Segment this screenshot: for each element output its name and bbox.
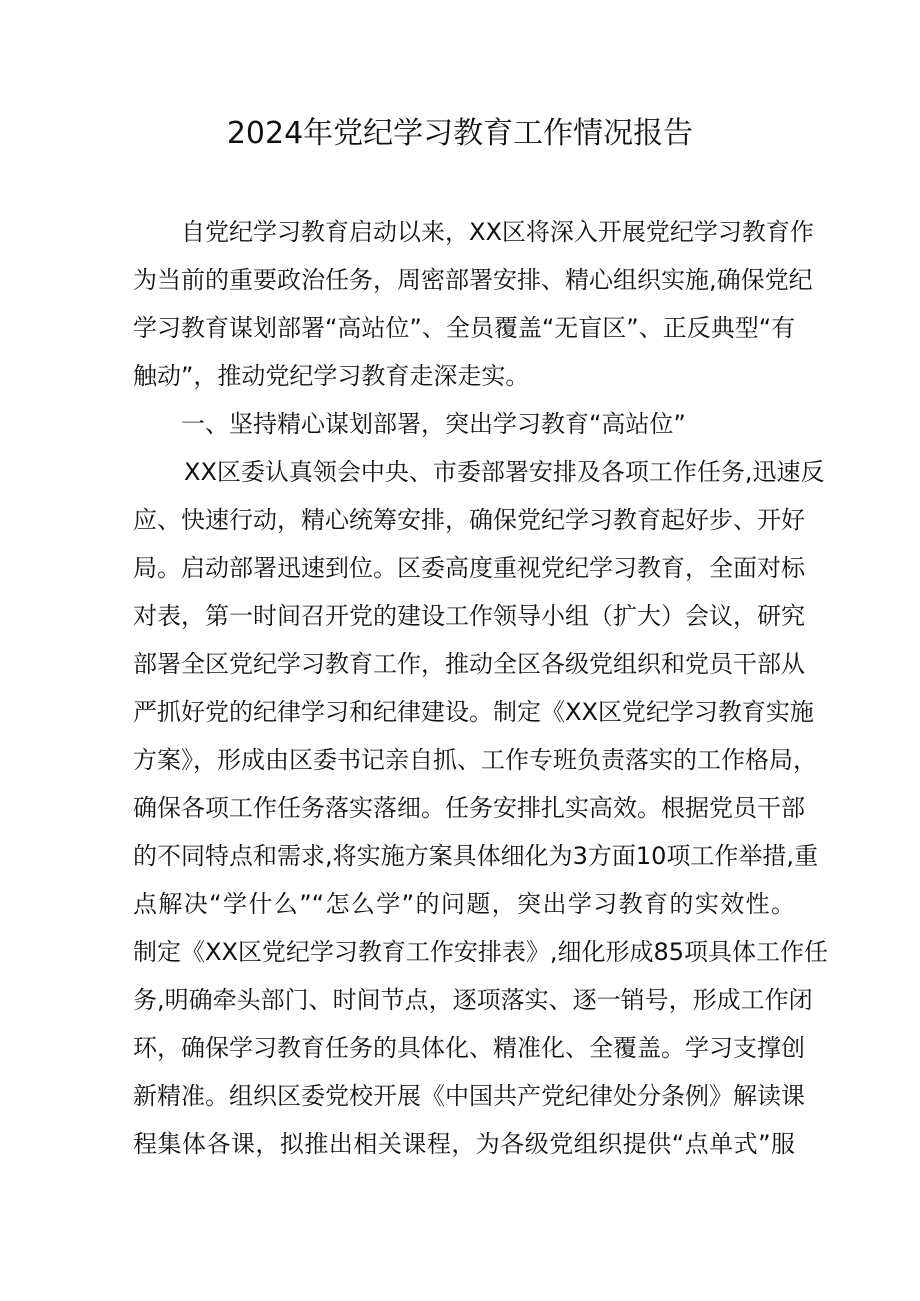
paragraph-line: 方案》，形成由区委书记亲自抓、工作专班负责落实的工作格局，: [133, 746, 817, 774]
section-heading: 一、坚持精心谋划部署，突出学习教育“高站位”: [181, 410, 686, 438]
paragraph-line: 务,明确牵头部门、时间节点，逐项落实、逐一销号，形成工作闭: [133, 986, 813, 1014]
paragraph-line: 制定《XX区党纪学习教育工作安排表》,细化形成85项具体工作任: [133, 938, 829, 966]
paragraph-line: XX区委认真领会中央、市委部署安排及各项工作任务,迅速反: [184, 458, 825, 486]
paragraph-line: 新精准。组织区委党校开展《中国共产党纪律处分条例》解读课: [133, 1082, 805, 1110]
paragraph-line: 触动”，推动党纪学习教育走深走实。: [133, 362, 530, 390]
paragraph-line: 严抓好党的纪律学习和纪律建设。制定《XX区党纪学习教育实施: [133, 698, 814, 726]
document-title: 2024年党纪学习教育工作情况报告: [226, 116, 694, 151]
paragraph-line: 学习教育谋划部署“高站位”、全员覆盖“无盲区”、正反典型“有: [133, 314, 796, 342]
paragraph-line: 应、快速行动，精心统筹安排，确保党纪学习教育起好步、开好: [133, 506, 805, 534]
paragraph-line: 环，确保学习教育任务的具体化、精准化、全覆盖。学习支撑创: [133, 1034, 805, 1062]
paragraph-line: 点解决“学什么”“怎么学”的问题，突出学习教育的实效性。: [133, 890, 795, 918]
paragraph-line: 部署全区党纪学习教育工作，推动全区各级党组织和党员干部从: [133, 650, 805, 678]
paragraph-line: 为当前的重要政治任务，周密部署安排、精心组织实施,确保党纪: [133, 266, 813, 294]
paragraph-line: 的不同特点和需求,将实施方案具体细化为3方面10项工作举措,重: [133, 842, 819, 870]
paragraph-line: 自党纪学习教育启动以来，XX区将深入开展党纪学习教育作: [181, 218, 814, 246]
paragraph-line: 确保各项工作任务落实落细。任务安排扎实高效。根据党员干部: [133, 794, 805, 822]
paragraph-line: 对表，第一时间召开党的建设工作领导小组（扩大）会议，研究: [133, 602, 805, 630]
paragraph-line: 局。启动部署迅速到位。区委高度重视党纪学习教育，全面对标: [133, 554, 805, 582]
paragraph-line: 程集体各课，拟推出相关课程，为各级党组织提供“点单式”服: [133, 1130, 795, 1158]
